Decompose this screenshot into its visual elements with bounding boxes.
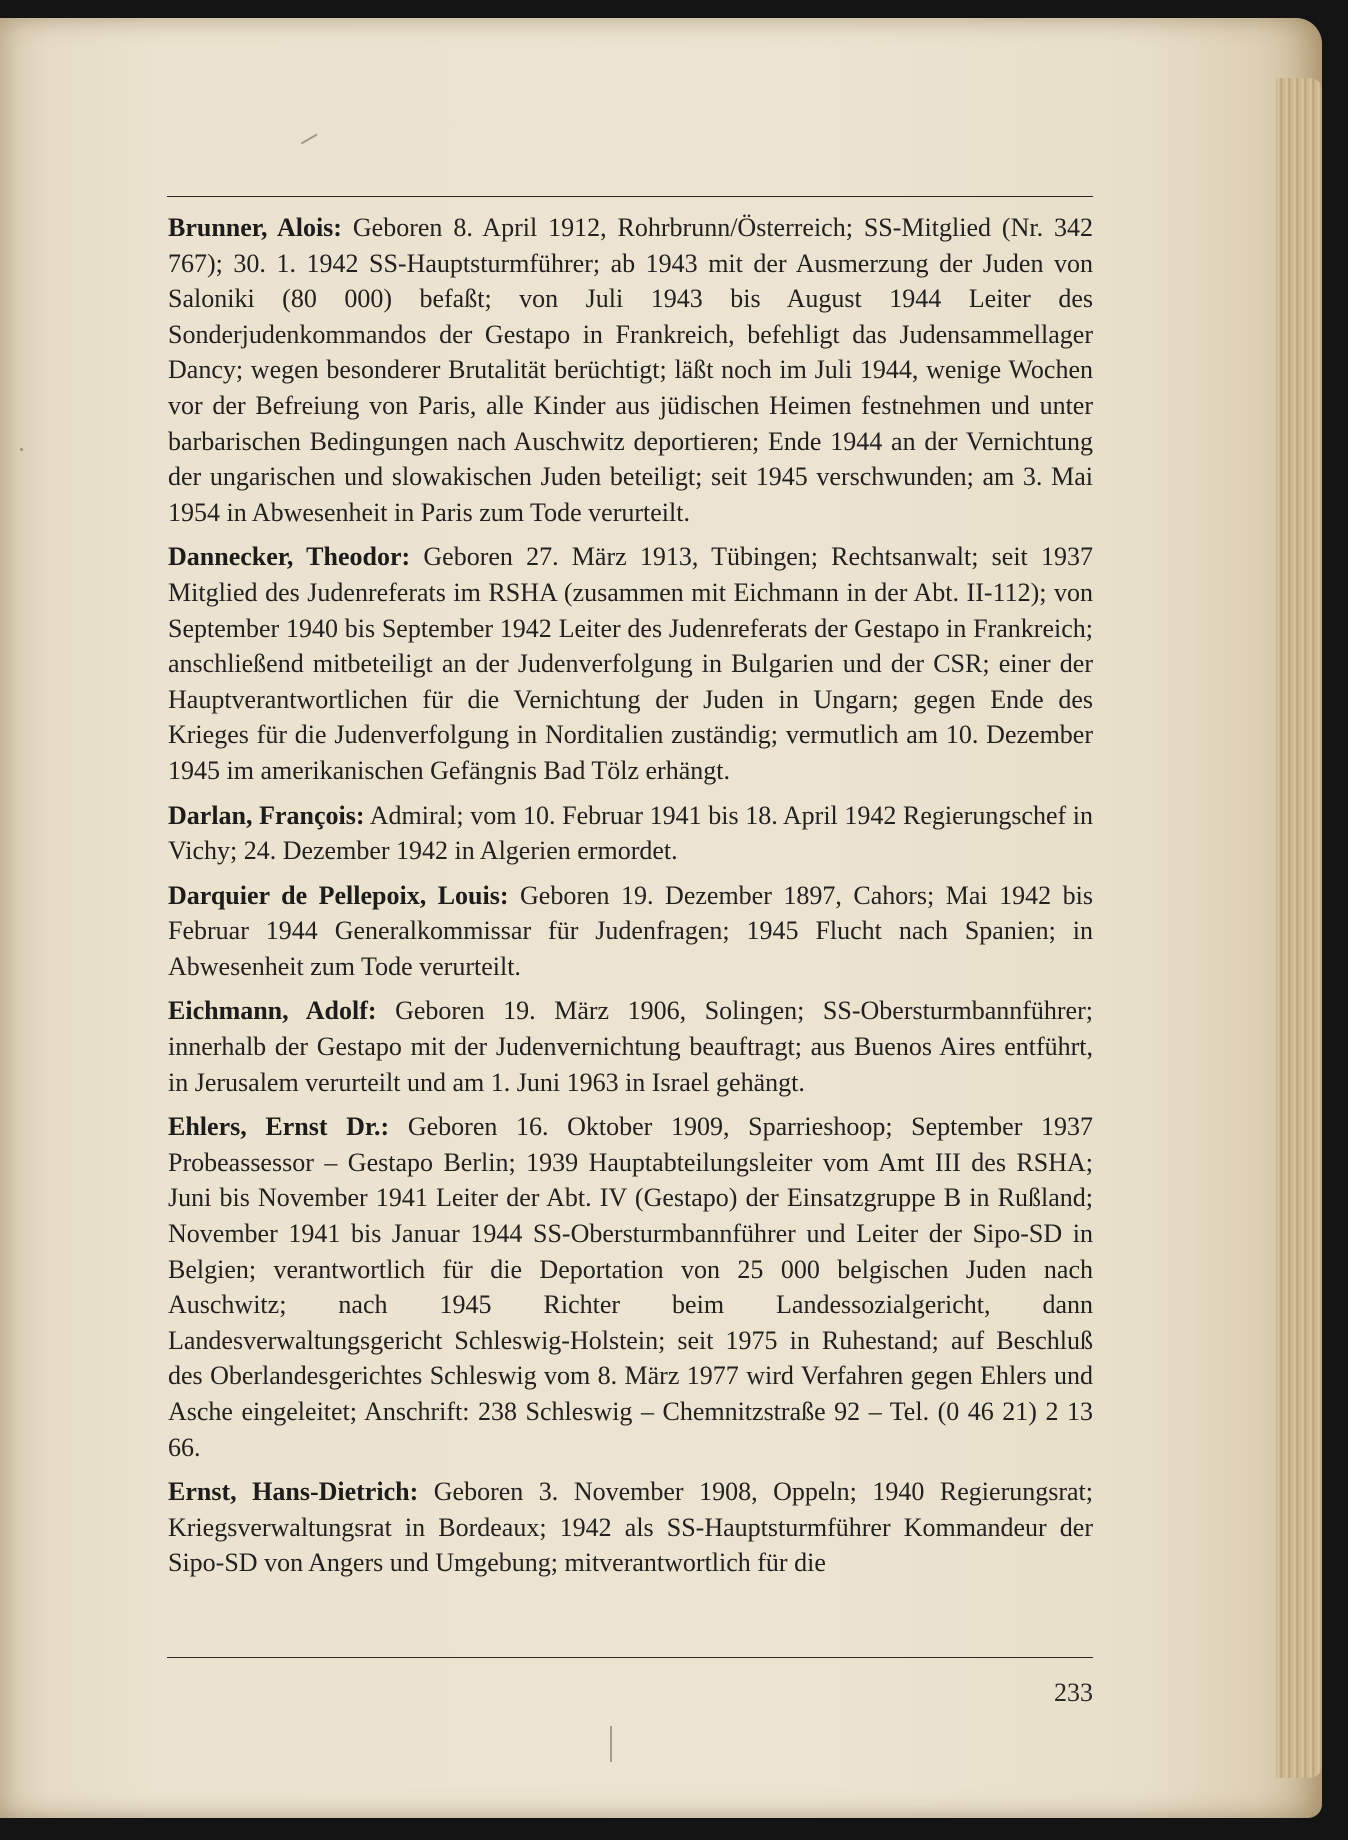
entry-text: Admiral; vom 10. Februar 1941 bis 18. April 1942 Regierungschef in Vichy; 24. Dezember 1942 in Algerien ermordet.: [168, 800, 1094, 866]
entry-ehlers: [168, 1109, 1093, 1465]
scan-speck: [610, 1726, 612, 1762]
page-body-text: [168, 210, 1093, 1590]
entry-name: Brunner, Alois:: [168, 213, 342, 242]
entry-ernst: [168, 1474, 1093, 1581]
entry-name: Ehlers, Ernst Dr.:: [168, 1112, 390, 1142]
entry-dannecker: [168, 539, 1093, 788]
entry-text: Geboren 19. Dezember 1897, Cahors; Mai 1942 bis Februar 1944 Generalkommissar für Judenfragen; 1945 Flucht nach Spanien; in Abwesenheit zum Tode verurteilt.: [168, 880, 1093, 981]
page-edge-shadow: [1276, 78, 1322, 1778]
page-number: 233: [1054, 1678, 1093, 1707]
entry-name: Ernst, Hans-Dietrich:: [168, 1477, 419, 1507]
entry-name: Dannecker, Theodor:: [168, 542, 411, 572]
entry-name: Darquier de Pellepoix, Louis:: [168, 880, 509, 910]
scan-speck: [301, 134, 317, 144]
entry-brunner: [168, 210, 1093, 530]
entry-text: Geboren 8. April 1912, Rohrbrunn/Österreich; SS-Mitglied (Nr. 342 767); 30. 1. 1942 SS-Hauptsturmführer; ab 1943 mit der Ausmerzung der Juden von Saloniki (80 000) befaßt; von Juli 1943 bis August 1944 Leiter des Sonderjudenkommandos der Gestapo in Frankreich, befehligt das Judensammellager Dancy; wegen besonderer Brutalität berüchtigt; läßt noch im Juli 1944, wenige Wochen vor der Befreiung von Paris, alle Kinder aus jüdischen Heimen festnehmen und unter barbarischen Bedingungen nach Auschwitz deportieren; Ende 1944 an der Vernichtung der ungarischen und slowakischen Juden beteiligt; seit 1945 verschwunden; am 3. Mai 1954 in Abwesenheit in Paris zum Tode verurteilt.: [168, 213, 1093, 527]
entry-text: Geboren 16. Oktober 1909, Sparrieshoop; September 1937 Probeassessor – Gestapo Berlin; 1939 Hauptabteilungsleiter vom Amt III des RSHA; Juni bis November 1941 Leiter der Abt. IV (Gestapo) der Einsatzgruppe B in Rußland; November 1941 bis Januar 1944 SS-Obersturmbannführer und Leiter der Sipo-SD in Belgien; verantwortlich für die Deportation von 25 000 belgischen Juden nach Auschwitz; nach 1945 Richter beim Landessozialgericht, dann Landesverwaltungsgericht Schleswig-Holstein; seit 1975 in Ruhestand; auf Beschluß des Oberlandesgerichtes Schleswig vom 8. März 1977 wird Verfahren gegen Ehlers und Asche eingeleitet; Anschrift: 238 Schleswig – Chemnitzstraße 92 – Tel. (0 46 21) 2 13 66.: [168, 1112, 1093, 1462]
entry-darquier: [168, 878, 1093, 985]
header-rule: [167, 196, 1093, 197]
footer-rule: [167, 1657, 1093, 1658]
entry-text: Geboren 27. März 1913, Tübingen; Rechtsanwalt; seit 1937 Mitglied des Judenreferats im RSHA (zusammen mit Eichmann in der Abt. II-112); von September 1940 bis September 1942 Leiter des Judenreferats der Gestapo in Frankreich; anschließend mitbeteiligt an der Judenverfolgung in Bulgarien und der CSR; einer der Hauptverantwortlichen für die Vernichtung der Juden in Ungarn; gegen Ende des Krieges für die Judenverfolgung in Norditalien zuständig; vermutlich am 10. Dezember 1945 im amerikanischen Gefängnis Bad Tölz erhängt.: [168, 542, 1093, 785]
entry-name: Darlan, François:: [168, 800, 365, 830]
entry-text: Geboren 3. November 1908, Oppeln; 1940 Regierungsrat; Kriegsverwaltungsrat in Bordeaux; 1942 als SS-Hauptsturmführer Kommandeur der Sipo-SD von Angers und Umgebung; mitverantwortlich für die: [168, 1477, 1093, 1578]
entry-eichmann: [168, 993, 1093, 1100]
entry-text: Geboren 19. März 1906, Solingen; SS-Obersturmbannführer; innerhalb der Gestapo mit der Judenvernichtung beauftragt; aus Buenos Aires entführt, in Jerusalem verurteilt und am 1. Juni 1963 in Israel gehängt.: [168, 996, 1093, 1097]
scan-speck: [20, 448, 23, 451]
entry-name: Eichmann, Adolf:: [168, 996, 377, 1026]
book-page: [0, 18, 1322, 1818]
entry-darlan: [168, 798, 1093, 869]
